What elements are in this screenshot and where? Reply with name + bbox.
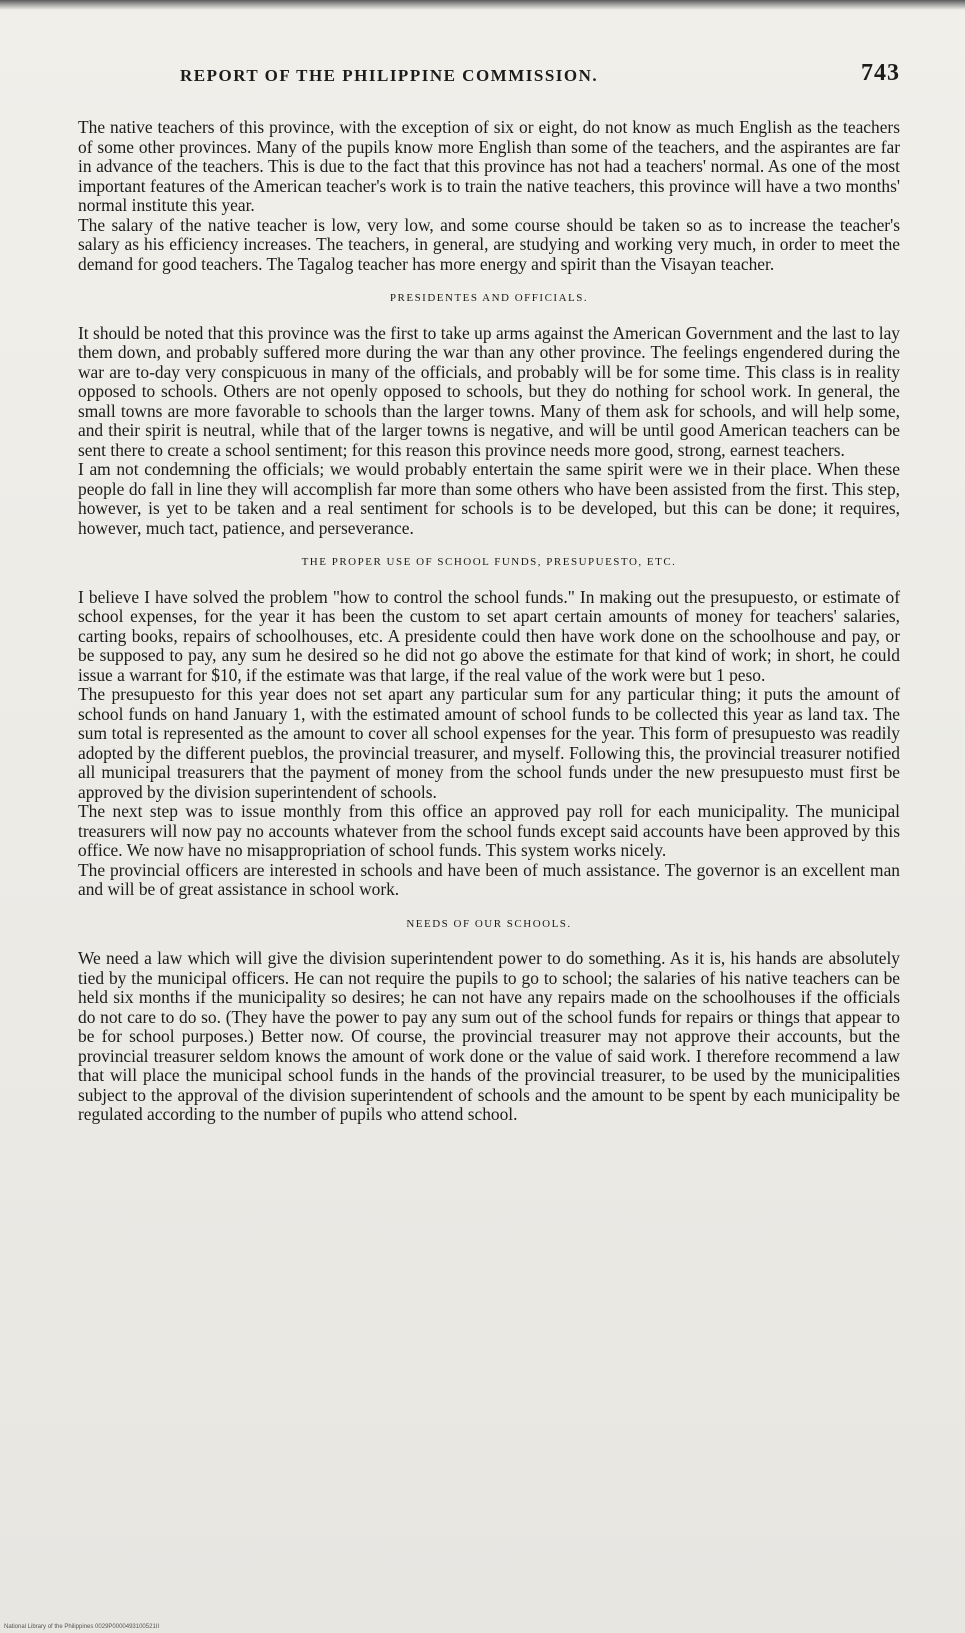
section-native-teachers bbox=[78, 118, 900, 274]
paragraph: It should be noted that this province was the first to take up arms against the American Government and the last to lay them down, and probably suffered more during the war than any other province. The feelings engendered during the war are to-day very conspicuous in many of the officials, and probably will be for some time. This class is in reality opposed to schools. Others are not openly opposed to schools, but they do nothing for school work. In general, the small towns are more favorable to schools than the larger towns. Many of them ask for schools, and will help some, and their spirit is neutral, while that of the larger towns is negative, and will be until good American teachers can be sent there to create a school sentiment; for this reason this province needs more good, strong, earnest teachers. bbox=[78, 322, 900, 460]
section-heading: NEEDS OF OUR SCHOOLS. bbox=[406, 917, 572, 930]
running-head: REPORT OF THE PHILIPPINE COMMISSION. bbox=[180, 66, 599, 85]
scan-edge-shadow bbox=[0, 0, 965, 10]
page-header bbox=[80, 60, 900, 90]
paragraph: I am not condemning the officials; we would probably entertain the same spirit were we in their place. When these people do fall in line they will accomplish far more than some others who have been assisted from the first. This step, however, is yet to be taken and a real sentiment for schools is to be developed, but this can be done; it requires, however, much tact, patience, and perseverance. bbox=[78, 459, 900, 538]
section-needs-of-schools bbox=[78, 915, 900, 1125]
paragraph: The provincial officers are interested in schools and have been of much assistance. The governor is an excellent man and will be of great assistance in school work. bbox=[78, 859, 900, 899]
paragraph: The native teachers of this province, with the exception of six or eight, do not know as much English as the teachers of some other provinces. Many of the pupils know more English than some of the teachers, and the aspirantes are far in advance of the teachers. This is due to the fact that this province has not had a teachers' normal. As one of the most important features of the American teacher's work is to train the native teachers, this province will have a two months' normal institute this year. bbox=[78, 117, 900, 215]
paragraph: The next step was to issue monthly from this office an approved pay roll for each municipality. The municipal treasurers will now pay no accounts whatever from the school funds except said accounts have been approved by this office. We now have no misappropriation of school funds. This system works nicely. bbox=[78, 801, 900, 860]
section-school-funds bbox=[78, 553, 900, 900]
paragraph: We need a law which will give the division superintendent power to do something. As it is, his hands are absolutely tied by the municipal officers. He can not require the pupils to go to school; the salaries of his native teachers can be held six months if the municipality so desires; he can not have any repairs made on the schoolhouses if the officials do not care to do so. (They have the power to pay any sum out of the school funds for repairs or things that appear to be for school purposes.) Better now. Of course, the provincial treasurer may not approve their accounts, but the provincial treasurer seldom knows the amount of work done or the value of said work. I therefore recommend a law that will place the municipal school funds in the hands of the provincial treasurer, to be used by the municipalities subject to the approval of the division superintendent of schools and the amount to be spent by each municipality be regulated according to the number of pupils who attend school. bbox=[78, 948, 900, 1124]
section-presidentes-and-officials bbox=[78, 289, 900, 538]
page-number: 743 bbox=[861, 60, 900, 86]
paragraph: The presupuesto for this year does not set apart any particular sum for any particular thing; it puts the amount of school funds on hand January 1, with the estimated amount of school funds to be collected this year as land tax. The sum total is represented as the amount to cover all school expenses for the year. This form of presupuesto was readily adopted by the different pueblos, the provincial treasurer, and myself. Following this, the provincial treasurer notified all municipal treasurers that the payment of money from the school funds under the new presupuesto must first be approved by the division superintendent of schools. bbox=[78, 684, 900, 802]
section-heading: THE PROPER USE OF SCHOOL FUNDS, PRESUPUESTO, ETC. bbox=[301, 556, 677, 568]
scan-credit: National Library of the Philippines 0029P0000493100521II bbox=[4, 1624, 160, 1630]
report-body bbox=[78, 118, 900, 1125]
paragraph: The salary of the native teacher is low, very low, and some course should be taken so as to increase the teacher's salary as his efficiency increases. The teachers, in general, are studying and working very much, in order to meet the demand for good teachers. The Tagalog teacher has more energy and spirit than the Visayan teacher. bbox=[78, 214, 900, 274]
section-heading: PRESIDENTES AND OFFICIALS. bbox=[389, 292, 589, 304]
paragraph: I believe I have solved the problem "how to control the school funds." In making out the presupuesto, or estimate of school expenses, for the year it has been the custom to set apart certain amounts of money for teachers' salaries, carting books, repairs of schoolhouses, etc. A presidente could then have work done on the schoolhouse and pay, or be supposed to pay, any sum he desired so he did not go above the estimate for that kind of work; in short, he could issue a warrant for $10, if the estimate was that large, if the real value of the work were but 1 peso. bbox=[78, 586, 900, 685]
